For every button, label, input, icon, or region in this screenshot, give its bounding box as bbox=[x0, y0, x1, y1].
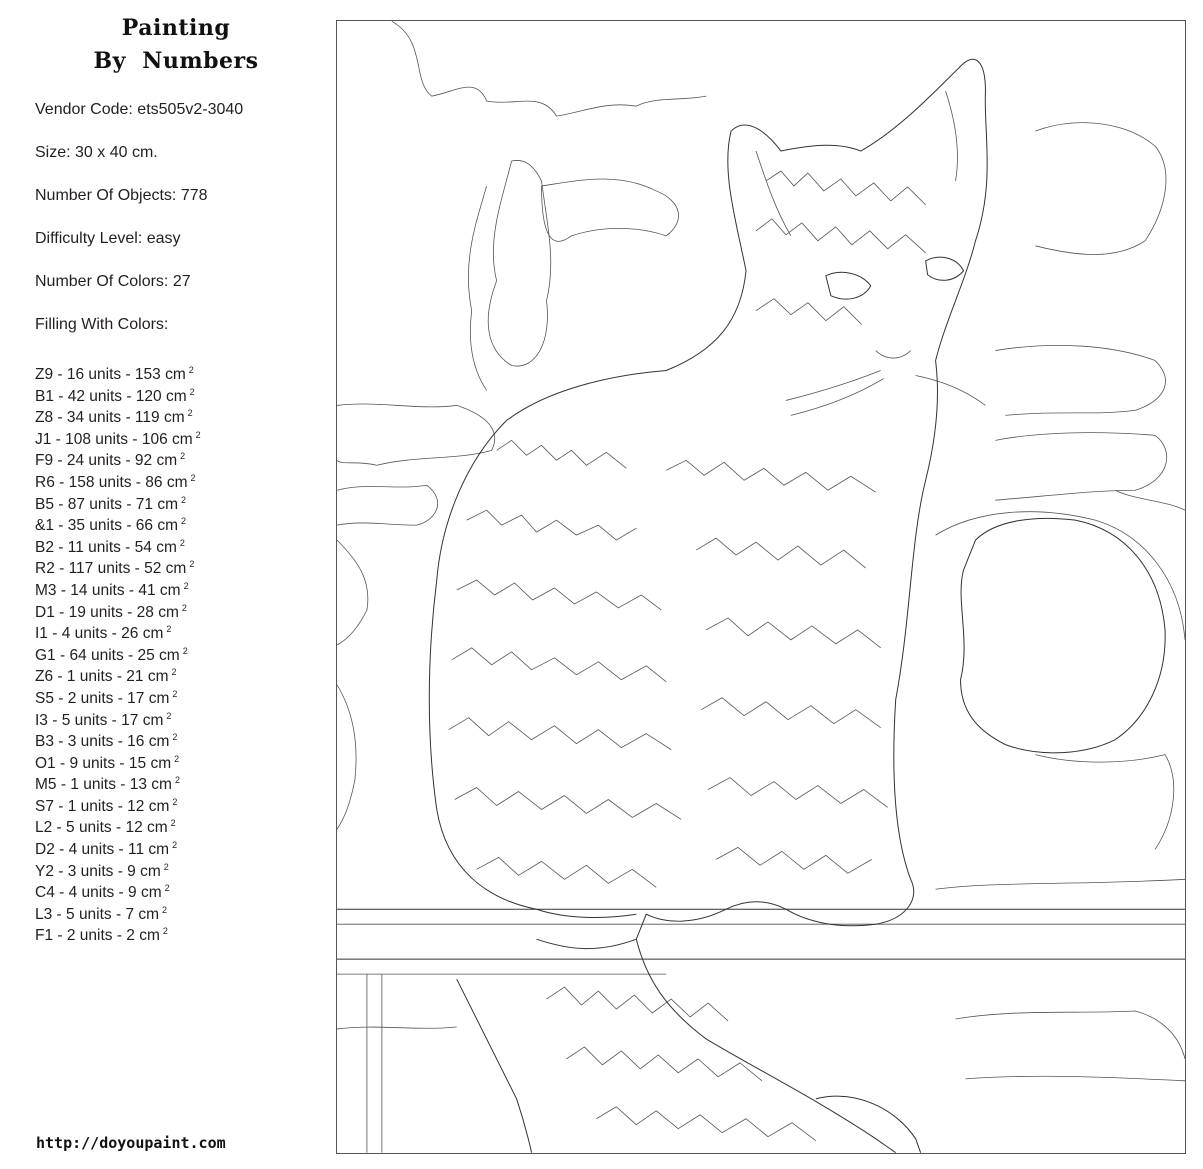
color-item: R2 - 117 units - 52 cm $^2$ bbox=[35, 559, 195, 578]
objects-count: Number Of Objects: 778 bbox=[35, 187, 208, 204]
artwork-frame bbox=[336, 20, 1186, 1154]
color-item: B3 - 3 units - 16 cm $^2$ bbox=[35, 732, 178, 751]
color-item: S7 - 1 units - 12 cm $^2$ bbox=[35, 796, 178, 815]
color-item: B5 - 87 units - 71 cm $^2$ bbox=[35, 494, 187, 513]
difficulty-level: Difficulty Level: easy bbox=[35, 230, 181, 247]
cat-line-art bbox=[337, 21, 1185, 1153]
color-item: R6 - 158 units - 86 cm $^2$ bbox=[35, 472, 196, 491]
filling-heading: Filling With Colors: bbox=[35, 316, 169, 333]
website-link[interactable]: http://doyoupaint.com bbox=[36, 1134, 226, 1152]
color-item: M5 - 1 units - 13 cm $^2$ bbox=[35, 775, 180, 794]
color-item: Z8 - 34 units - 119 cm $^2$ bbox=[35, 408, 193, 427]
vendor-code: Vendor Code: ets505v2-3040 bbox=[35, 101, 244, 118]
info-panel bbox=[0, 0, 320, 1169]
color-item: L2 - 5 units - 12 cm $^2$ bbox=[35, 818, 176, 837]
color-list bbox=[35, 360, 201, 943]
color-item: M3 - 14 units - 41 cm $^2$ bbox=[35, 580, 189, 599]
color-item: C4 - 4 units - 9 cm $^2$ bbox=[35, 883, 170, 902]
color-item: F9 - 24 units - 92 cm $^2$ bbox=[35, 451, 186, 470]
color-item: G1 - 64 units - 25 cm $^2$ bbox=[35, 645, 188, 664]
color-item: F1 - 2 units - 2 cm $^2$ bbox=[35, 926, 168, 945]
color-item: S5 - 2 units - 17 cm $^2$ bbox=[35, 688, 178, 707]
color-item: D2 - 4 units - 11 cm $^2$ bbox=[35, 840, 178, 859]
color-item: I3 - 5 units - 17 cm $^2$ bbox=[35, 710, 172, 729]
color-item: B2 - 11 units - 54 cm $^2$ bbox=[35, 537, 185, 556]
title-line-2: By Numbers bbox=[93, 48, 259, 74]
color-item: I1 - 4 units - 26 cm $^2$ bbox=[35, 624, 172, 643]
title-line-1: Painting bbox=[121, 15, 231, 41]
canvas-size: Size: 30 x 40 cm. bbox=[35, 144, 158, 161]
colors-count: Number Of Colors: 27 bbox=[35, 273, 191, 290]
color-item: Y2 - 3 units - 9 cm $^2$ bbox=[35, 861, 169, 880]
color-item: Z9 - 16 units - 153 cm $^2$ bbox=[35, 365, 194, 383]
color-item: Z6 - 1 units - 21 cm $^2$ bbox=[35, 667, 177, 686]
color-item: J1 - 108 units - 106 cm $^2$ bbox=[35, 429, 201, 448]
color-item: B1 - 42 units - 120 cm $^2$ bbox=[35, 386, 195, 405]
color-item: &1 - 35 units - 66 cm $^2$ bbox=[35, 516, 187, 535]
color-item: L3 - 5 units - 7 cm $^2$ bbox=[35, 904, 168, 923]
color-item: O1 - 9 units - 15 cm $^2$ bbox=[35, 753, 180, 772]
color-item: D1 - 19 units - 28 cm $^2$ bbox=[35, 602, 187, 621]
